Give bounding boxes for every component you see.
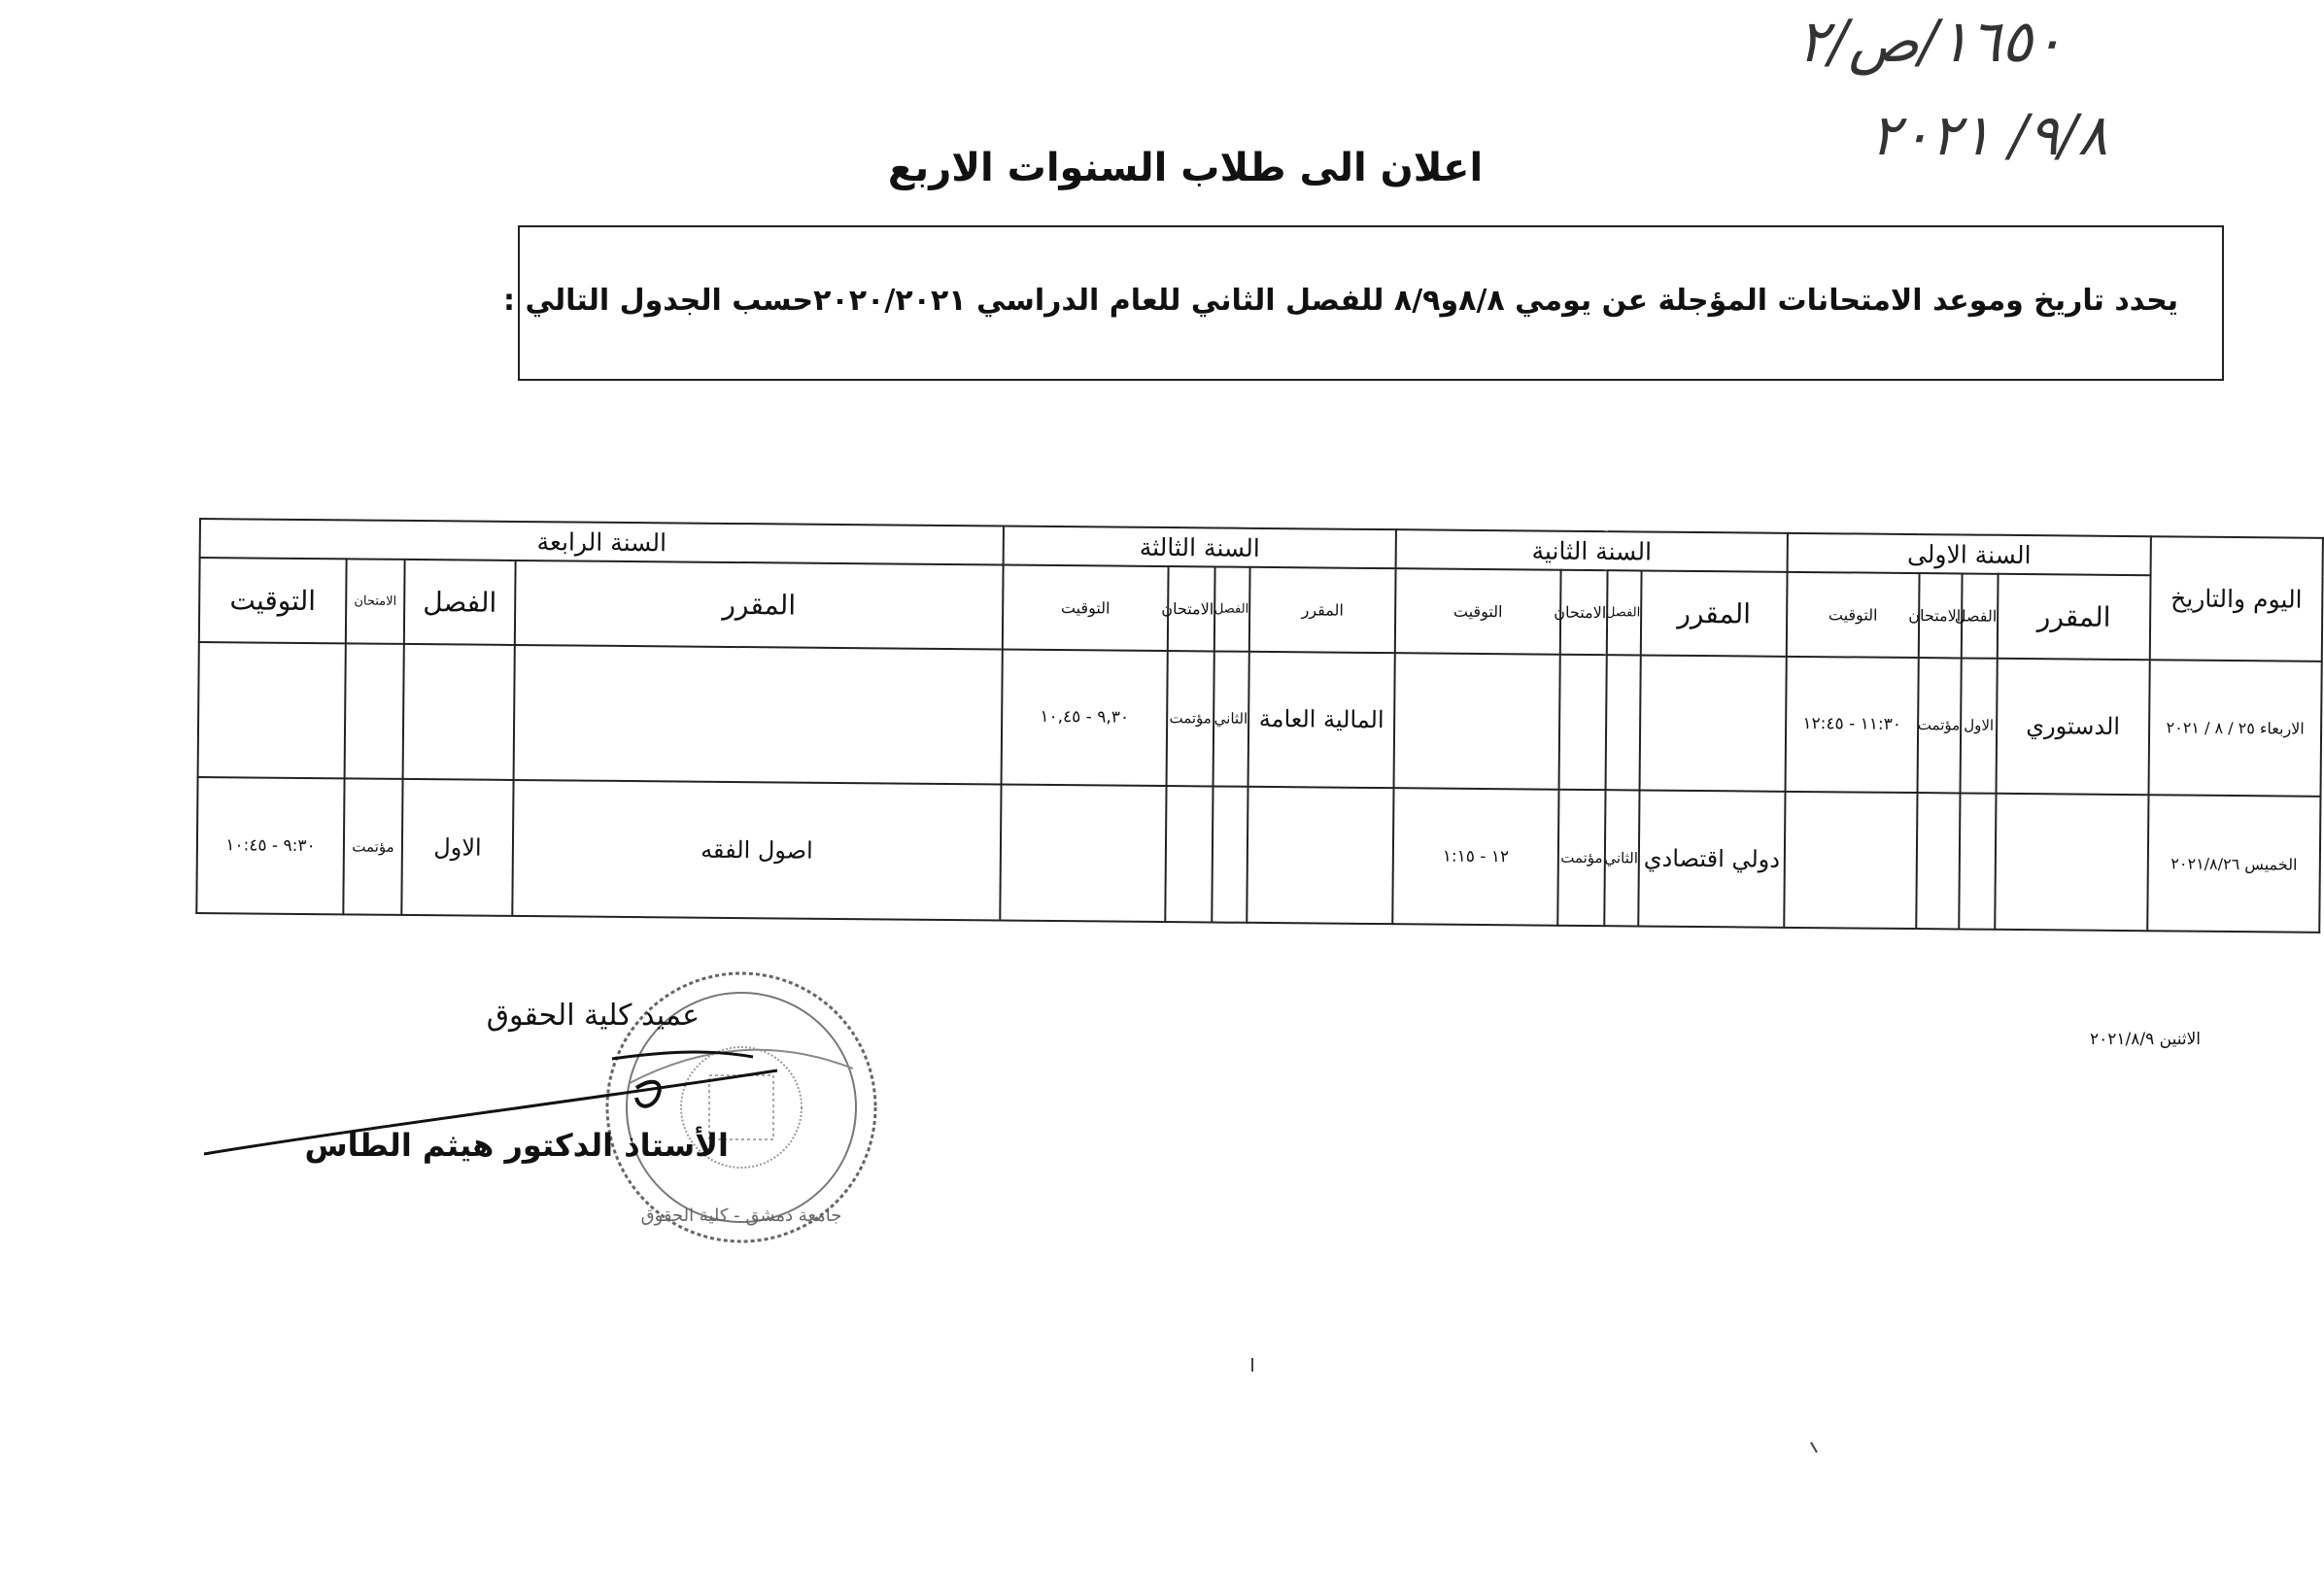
y3-exam-header: الامتحان — [1168, 566, 1215, 651]
seal-text: جامعة دمشق - كلية الحقوق — [640, 1205, 842, 1226]
y1-exam: مؤتمت — [1918, 658, 1962, 794]
y1-semester-header: الفصل — [1962, 574, 1999, 659]
announcement-title: اعلان الى طلاب السنوات الاربع — [887, 146, 1484, 190]
y2-semester: الثاني — [1604, 790, 1639, 926]
y3-time: ٩,٣٠ - ١٠,٤٥ — [1002, 649, 1168, 786]
y2-semester-header: الفصل — [1607, 570, 1642, 655]
exam-schedule-table — [195, 518, 2324, 934]
y1-course-header: المقرر — [1998, 574, 2151, 660]
year-3-header: السنة الثالثة — [1004, 526, 1396, 569]
y3-time — [1000, 785, 1166, 922]
table-row — [198, 642, 2322, 798]
y3-semester: الثاني — [1213, 651, 1249, 787]
y4-exam: مؤتمت — [343, 779, 402, 915]
y4-time-header: التوقيت — [199, 558, 347, 643]
footer-date: الاثنين ٢٠٢١/٨/٩ — [2089, 1030, 2201, 1049]
y1-time — [1784, 792, 1917, 929]
y2-time: ١٢ - ١:١٥ — [1392, 788, 1558, 925]
y4-course-header: المقرر — [515, 560, 1004, 649]
year-2-header: السنة الثانية — [1396, 529, 1788, 572]
y2-time — [1394, 653, 1560, 790]
y2-exam-header: الامتحان — [1560, 570, 1608, 655]
y3-course-header: المقرر — [1249, 567, 1396, 653]
y4-exam — [345, 643, 404, 779]
y4-course — [514, 645, 1003, 785]
y2-course: دولي اقتصادي — [1638, 791, 1785, 928]
y3-semester-header: الفصل — [1214, 567, 1250, 652]
y2-course — [1640, 655, 1787, 792]
handwritten-date: ٩/٨/ ٢٠٢١ — [1870, 102, 2108, 168]
y4-semester: الاول — [401, 779, 513, 916]
y2-semester — [1606, 655, 1641, 791]
y3-course — [1247, 787, 1393, 924]
y4-semester-header: الفصل — [404, 560, 516, 644]
row-date: الخميس ٢٠٢١/٨/٢٦ — [2147, 796, 2320, 933]
scan-mark — [1251, 1358, 1253, 1372]
intro-box — [503, 225, 2224, 381]
y4-semester — [403, 644, 515, 781]
intro-text: يحدد تاريخ وموعد الامتحانات المؤجلة عن يومي ٨/٨و٨/٩ للفصل الثاني للعام الدراسي ٢٠٢٠/٢٠٢١حسب الجدول التالي : — [503, 284, 2178, 318]
dean-name: الأستاذ الدكتور هيثم الطاس — [304, 1127, 729, 1164]
year-1-header: السنة الاولى — [1788, 533, 2151, 576]
y2-exam — [1559, 654, 1607, 790]
table-row — [196, 777, 2320, 933]
y4-exam-header: الامتحان — [346, 560, 405, 644]
year-4-header: السنة الرابعة — [200, 519, 1004, 565]
y1-exam-header: الامتحان — [1919, 573, 1963, 658]
y3-exam — [1165, 786, 1213, 922]
y2-time-header: التوقيت — [1395, 568, 1561, 654]
scan-mark — [1810, 1442, 1818, 1452]
y1-time: ١١:٣٠ - ١٢:٤٥ — [1786, 656, 1919, 793]
y4-time: ٩:٣٠ - ١٠:٤٥ — [196, 777, 344, 914]
y1-semester — [1959, 794, 1996, 930]
y3-time-header: التوقيت — [1003, 565, 1169, 651]
y2-exam: مؤتمت — [1557, 790, 1605, 926]
y4-course: اصول الفقه — [512, 780, 1001, 920]
y3-exam: مؤتمت — [1167, 651, 1214, 787]
y1-time-header: التوقيت — [1787, 572, 1920, 658]
y1-semester: الاول — [1961, 658, 1998, 794]
y3-semester — [1212, 787, 1247, 923]
row-date: الاربعاء ٢٥ / ٨ / ٢٠٢١ — [2149, 660, 2322, 797]
y1-course: الدستوري — [1997, 658, 2150, 795]
y1-course — [1995, 794, 2148, 931]
y1-exam — [1916, 793, 1960, 929]
y4-time — [198, 642, 346, 779]
y2-course-header: المقرر — [1641, 571, 1788, 657]
dean-title: عميد كلية الحقوق — [486, 999, 700, 1033]
y3-course: المالية العامة — [1248, 651, 1395, 788]
handwritten-reference: ١٦٥٠/ص/٢ — [1797, 8, 2065, 76]
day-date-header: اليوم والتاريخ — [2150, 536, 2323, 661]
